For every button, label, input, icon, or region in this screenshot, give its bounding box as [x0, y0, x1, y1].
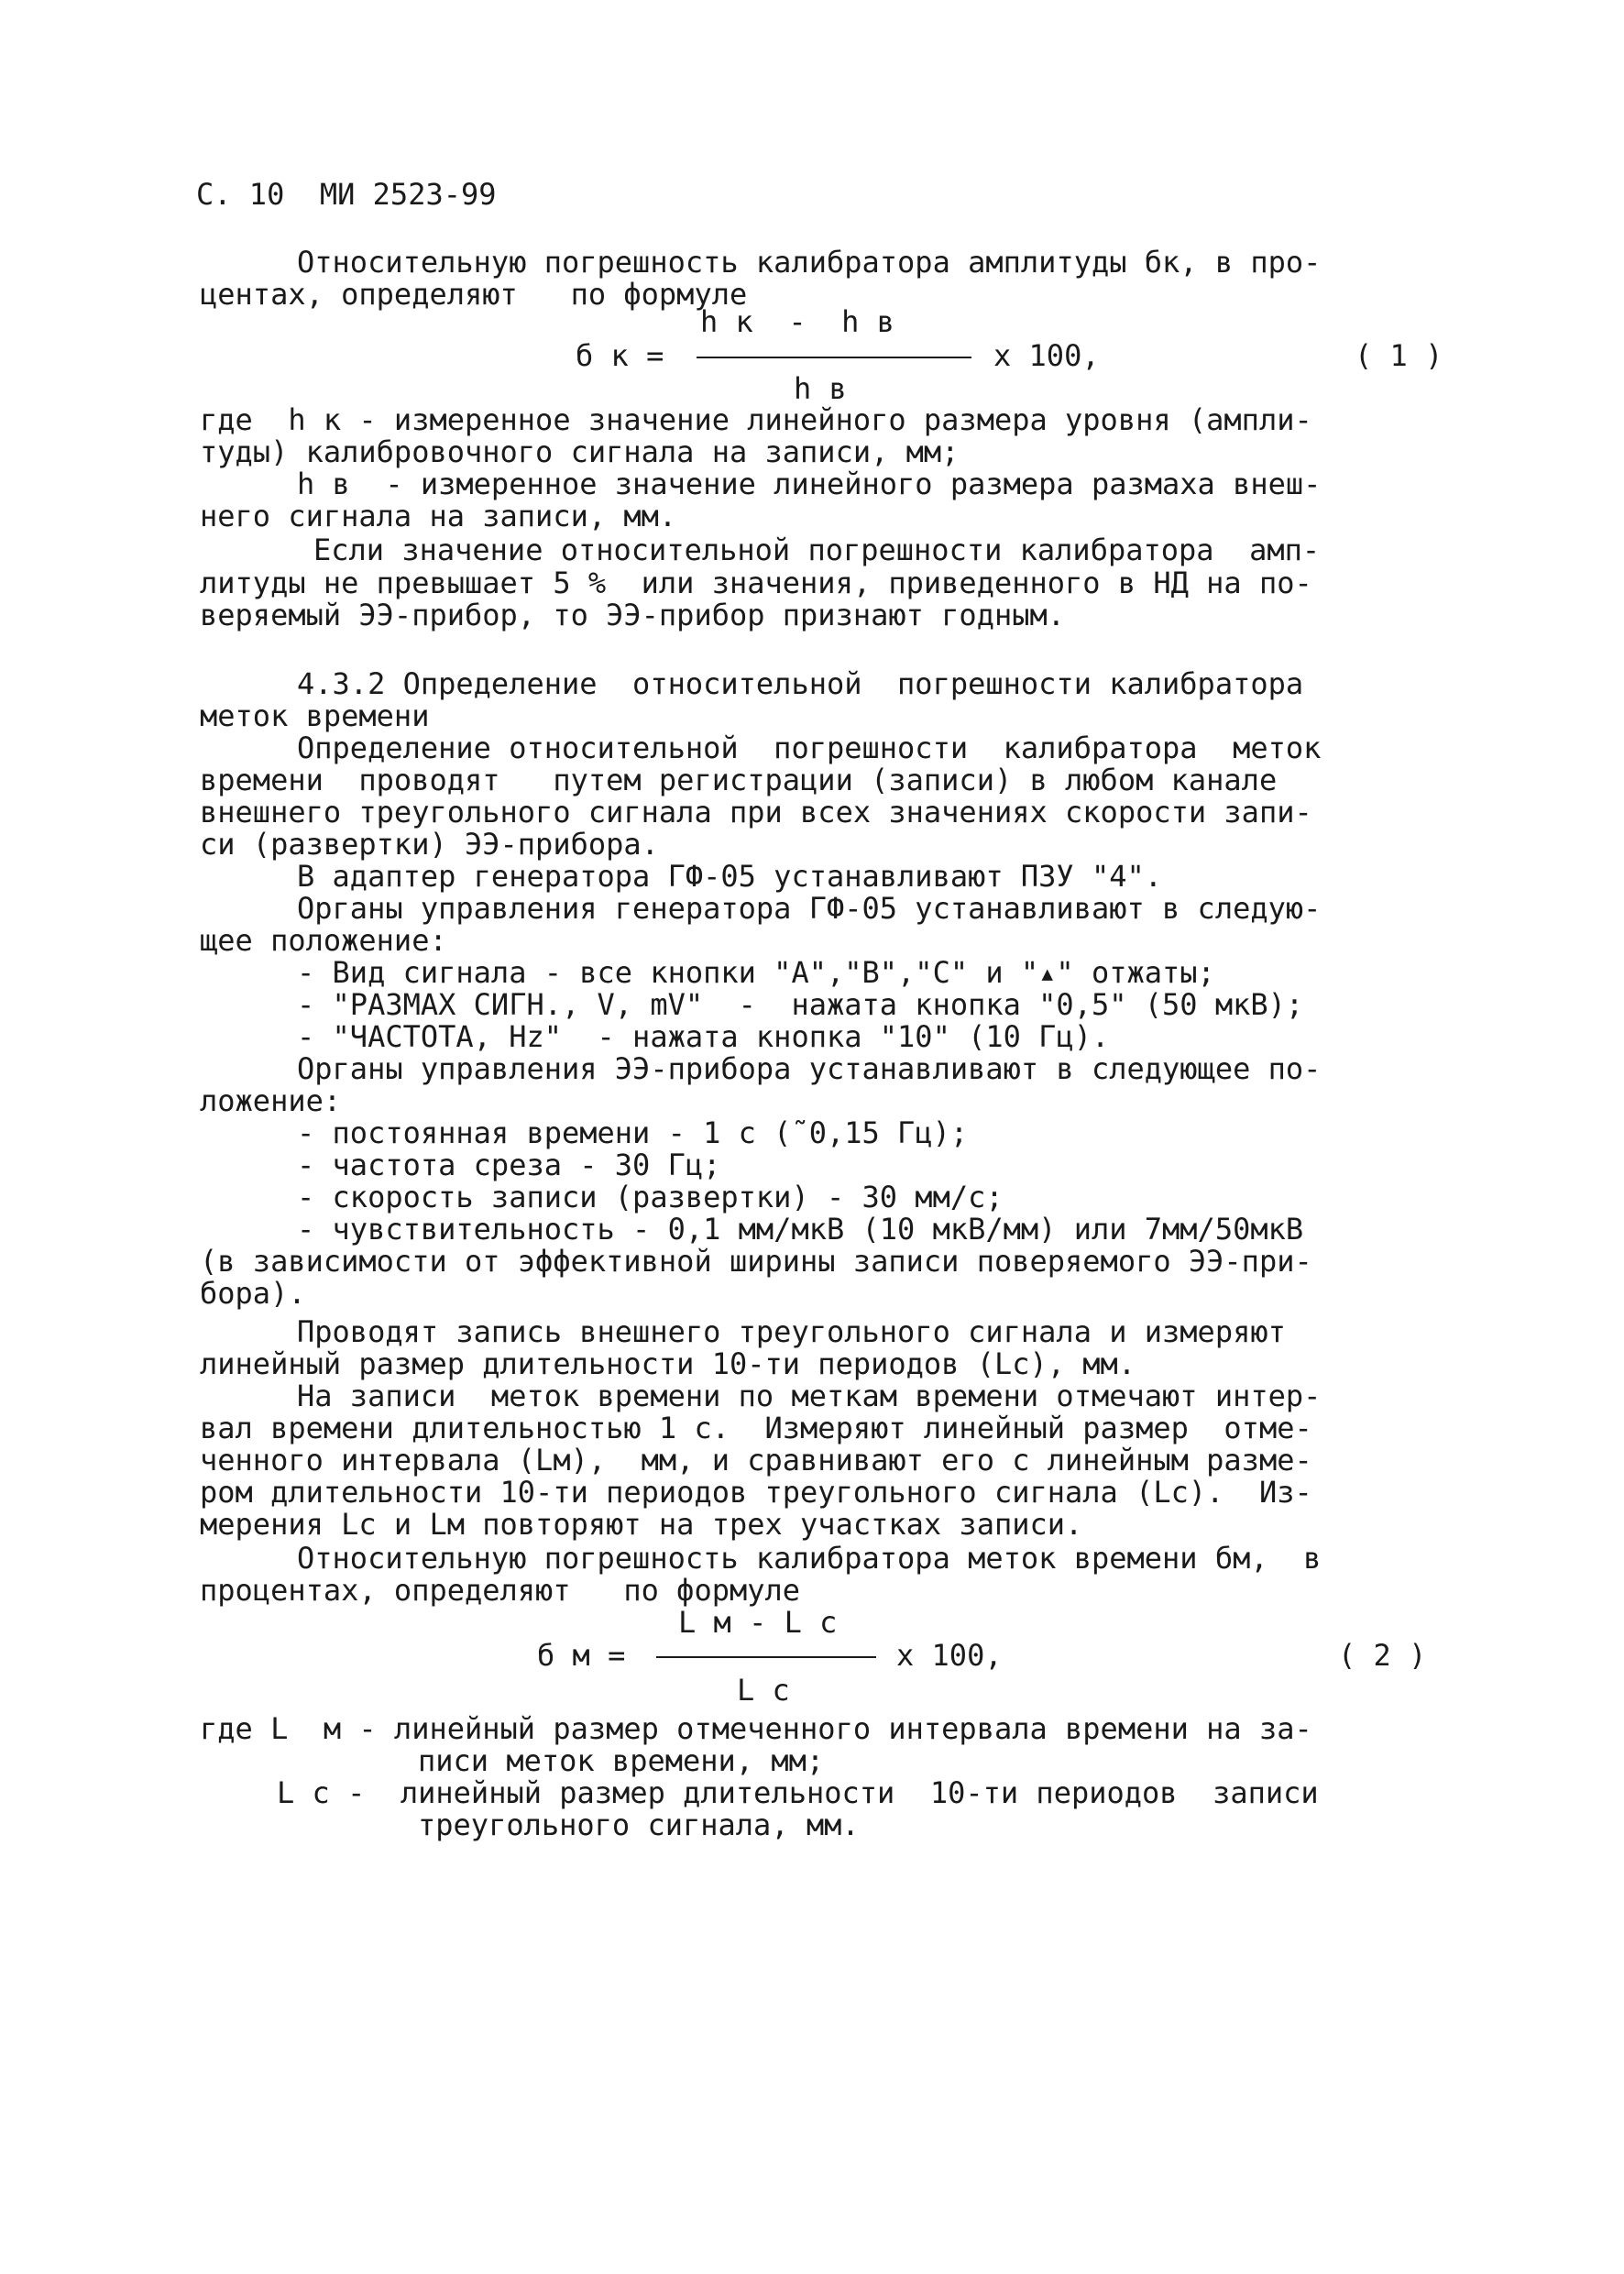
where2-line-4: треугольного сигнала, мм. — [418, 1807, 860, 1842]
body-line-15: - скорость записи (развертки) - 30 мм/с; — [297, 1180, 1004, 1214]
where1-line-1: где h к - измеренное значение линейного размера уровня (ампли- — [200, 402, 1312, 437]
body-line-5: В адаптер генератора ГФ-05 устанавливают ПЗУ "4". — [297, 859, 1163, 894]
body-line-13: - постоянная времени - 1 с (˜0,15 Гц); — [297, 1115, 969, 1150]
section-title-line-1: 4.3.2 Определение относительной погрешности калибратора — [297, 666, 1304, 701]
body-line-11: Органы управления ЭЭ-прибора устанавливают в следующее по- — [297, 1051, 1322, 1086]
intro-line-1: Относительную погрешность калибратора амплитуды бк, в про- — [297, 245, 1322, 280]
intro-line-2: центах, определяют по формуле — [200, 277, 748, 312]
formula2-number: ( 2 ) — [1338, 1638, 1427, 1673]
body-line-3: внешнего треугольного сигнала при всех значениях скорости запи- — [200, 795, 1312, 829]
where1-line-2: туды) калибровочного сигнала на записи, мм; — [200, 434, 960, 469]
body-line-26: Относительную погрешность калибратора меток времени бм, в — [297, 1541, 1322, 1576]
formula2-lhs: б м = — [537, 1638, 626, 1673]
formula1-fraction-bar — [697, 357, 971, 358]
where1-line-4: него сигнала на записи, мм. — [200, 499, 677, 533]
body-line-19: Проводят запись внешнего треугольного сигнала и измеряют — [297, 1314, 1286, 1349]
body-line-22: вал времени длительностью 1 с. Измеряют линейный размер отме- — [200, 1411, 1312, 1445]
body-line-24: ром длительности 10-ти периодов треугольного сигнала (Lс). Из- — [200, 1475, 1312, 1510]
formula1-number: ( 1 ) — [1355, 338, 1443, 373]
formula2-denominator: L с — [737, 1673, 790, 1708]
body-line-23: ченного интервала (Lм), мм, и сравнивают его с линейным разме- — [200, 1443, 1312, 1478]
formula1-denominator: h в — [794, 371, 847, 406]
where1-line-3: h в - измеренное значение линейного размера размаха внеш- — [297, 467, 1322, 501]
formula1-numerator: h к - h в — [700, 304, 894, 339]
body-line-20: линейный размер длительности 10-ти периодов (Lс), мм. — [200, 1346, 1136, 1381]
formula1-lhs: б к = — [576, 338, 664, 373]
body-line-2: времени проводят путем регистрации (записи) в любом канале — [200, 763, 1278, 797]
body-line-8: - Вид сигнала - все кнопки "А","В","С" и "▴" отжаты; — [297, 955, 1215, 990]
where2-line-3: L с - линейный размер длительности 10-ти периодов записи — [277, 1775, 1319, 1810]
where2-line-1: где L м - линейный размер отмеченного интервала времени на за- — [200, 1711, 1312, 1746]
conclusion-line-1: Если значение относительной погрешности калибратора амп- — [313, 533, 1321, 567]
body-line-6: Органы управления генератора ГФ-05 устанавливают в следую- — [297, 891, 1322, 926]
page-header: С. 10 МИ 2523-99 — [196, 177, 497, 212]
body-line-16: - чувствительность - 0,1 мм/мкВ (10 мкВ/мм) или 7мм/50мкВ — [297, 1212, 1304, 1247]
body-line-14: - частота среза - 30 Гц; — [297, 1148, 721, 1182]
formula2-fraction-bar — [656, 1656, 876, 1658]
body-line-17: (в зависимости от эффективной ширины записи поверяемого ЭЭ-при- — [200, 1244, 1312, 1279]
body-line-18: бора). — [200, 1276, 306, 1311]
conclusion-line-3: веряемый ЭЭ-прибор, то ЭЭ-прибор признают годным. — [200, 598, 1066, 632]
formula2-rhs: х 100, — [896, 1638, 1003, 1673]
body-line-12: ложение: — [200, 1083, 342, 1118]
body-line-9: - "РАЗМАХ СИГН., V, mV" - нажата кнопка "0,5" (50 мкВ); — [297, 987, 1304, 1022]
body-line-27: процентах, определяют по формуле — [200, 1573, 801, 1608]
body-line-10: - "ЧАСТОТА, Hz" - нажата кнопка "10" (10 Гц). — [297, 1019, 1110, 1054]
body-line-4: си (развертки) ЭЭ-прибора. — [200, 827, 659, 862]
where2-line-2: писи меток времени, мм; — [418, 1743, 825, 1778]
body-line-7: щее положение: — [200, 923, 447, 958]
conclusion-line-2: литуды не превышает 5 % или значения, приведенного в НД на по- — [200, 566, 1312, 600]
section-title-line-2: меток времени — [200, 698, 430, 733]
body-line-1: Определение относительной погрешности калибратора меток — [297, 731, 1322, 765]
body-line-25: мерения Lс и Lм повторяют на трех участках записи. — [200, 1507, 1083, 1542]
formula1-rhs: х 100, — [993, 338, 1100, 373]
formula2-numerator: L м - L с — [678, 1605, 838, 1640]
body-line-21: На записи меток времени по меткам времени отмечают интер- — [297, 1379, 1322, 1413]
